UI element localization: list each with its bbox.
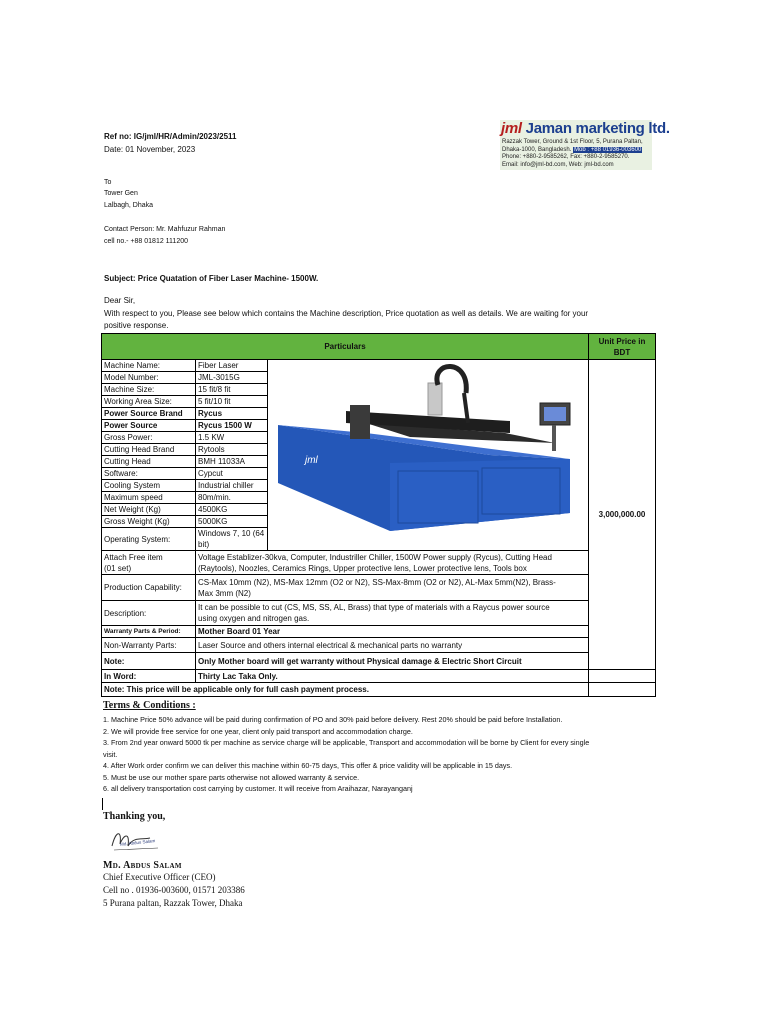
spec-value: Rycus — [196, 408, 268, 420]
machine-logo-text: jml — [305, 455, 318, 466]
company-logo — [500, 120, 670, 170]
unit-price-header: Unit Price in BDT — [589, 334, 656, 360]
cutting-head — [428, 383, 442, 415]
footnote-blank — [589, 683, 656, 697]
unit-price: 3,000,000.00 — [589, 360, 656, 670]
footnote: Note: This price will be applicable only for full cash payment process. — [102, 683, 589, 697]
logo-phone: Phone: +880-2-9585262, Fax: +880-2-9585270. — [502, 154, 630, 160]
spec-label: Cooling System — [102, 480, 196, 492]
warranty-label: Warranty Parts & Period: — [102, 626, 196, 638]
logo-prefix: jml — [501, 120, 522, 137]
nonwarranty-label: Non-Warranty Parts: — [102, 638, 196, 653]
inword-label: In Word: — [102, 670, 196, 683]
term-item: 6. all delivery transportation cost carrying by customer. It will receive from Araihazar, Narayanganj — [103, 784, 413, 793]
spec-label: Maximum speed — [102, 492, 196, 504]
spec-value: Rycus 1500 W — [196, 420, 268, 432]
spec-value: JML-3015G — [196, 372, 268, 384]
recipient-name: Tower Gen — [104, 190, 138, 197]
spec-label: Power Source — [102, 420, 196, 432]
logo-brand-name: Jaman marketing ltd. — [525, 120, 670, 137]
spec-value: 15 fit/8 fit — [196, 384, 268, 396]
warranty-value: Mother Board 01 Year — [196, 626, 589, 638]
contact-cell: cell no.- +88 01812 111200 — [104, 238, 189, 245]
note-label: Note: — [102, 653, 196, 670]
signatory-name: Md. Abdus Salam — [103, 860, 182, 871]
recipient-location: Lalbagh, Dhaka — [104, 202, 154, 209]
spec-value: 80m/min. — [196, 492, 268, 504]
to-label: To — [104, 179, 112, 186]
production-label: Production Capability: — [102, 575, 196, 601]
contact-person: Contact Person: Mr. Mahfuzur Rahman — [104, 226, 226, 233]
control-stand — [552, 425, 556, 451]
spec-label: Cutting Head — [102, 456, 196, 468]
note-value: Only Mother board will get warranty without Physical damage & Electric Short Circuit — [196, 653, 589, 670]
spec-value: Industrial chiller — [196, 480, 268, 492]
intro-line-2: positive response. — [104, 321, 169, 330]
term-item: 1. Machine Price 50% advance will be paid during confirmation of PO and 30% paid before delivery. Rest 20% should be paid before Installation. — [103, 715, 563, 724]
spec-label: Cutting Head Brand — [102, 444, 196, 456]
spec-label: Net Weight (Kg) — [102, 504, 196, 516]
signature-stamp — [106, 826, 166, 858]
control-screen — [544, 407, 566, 421]
fiber-laser-machine-image — [270, 363, 585, 535]
spec-value: Rytools — [196, 444, 268, 456]
signatory-title: Chief Executive Officer (CEO) — [103, 872, 216, 882]
spec-value: 5 fit/10 fit — [196, 396, 268, 408]
signatory-cell: Cell no . 01936-003600, 01571 203386 — [103, 885, 245, 895]
terms-list — [103, 714, 663, 795]
spec-value: Windows 7, 10 (64 bit) — [196, 528, 268, 551]
term-item: 3. From 2nd year onward 5000 tk per machine as service charge will be applicable, Transport and accommodation will be borne by Client for every single — [103, 738, 590, 747]
thanks: Thanking you, — [103, 811, 166, 822]
logo-address-1: Razzak Tower, Ground & 1st Floor, 5, Purana Paltan, — [502, 139, 643, 145]
spec-value: 4500KG — [196, 504, 268, 516]
inword-value: Thirty Lac Taka Only. — [196, 670, 589, 683]
ref-number: Ref no: IG/jml/HR/Admin/2023/2511 — [104, 132, 237, 141]
term-item: 5. Must be use our mother spare parts otherwise not allowed warranty & service. — [103, 772, 360, 782]
logo-mobile: Mob : +88 01936-003600 — [574, 146, 642, 153]
spec-value: BMH 11033A — [196, 456, 268, 468]
particulars-header: Particulars — [102, 334, 589, 360]
production-value: CS-Max 10mm (N2), MS-Max 12mm (O2 or N2), SS-Max-8mm (O2 or N2), AL-Max 5mm(N2), Brass- Max 3mm (N2) — [196, 575, 589, 601]
spec-label: Power Source Brand — [102, 408, 196, 420]
signatory-address: 5 Purana paltan, Razzak Tower, Dhaka — [103, 898, 243, 908]
spec-value: 5000KG — [196, 516, 268, 528]
greeting: Dear Sir, — [104, 296, 136, 305]
attach-label: Attach Free item (01 set) — [102, 551, 196, 575]
term-item: visit. — [103, 749, 118, 759]
spec-label: Model Number: — [102, 372, 196, 384]
attach-value: Voltage Establizer-30kva, Computer, Industriller Chiller, 1500W Power supply (Rycus), Cutting Head (Raytools), Noozles, Ceramics Rings, Upper protective lens, Lower protective lens, Tools box — [196, 551, 589, 575]
spec-label: Software: — [102, 468, 196, 480]
stamp-name: Md. Abdus Salam — [119, 838, 156, 847]
term-item: 2. We will provide free service for one year, client only paid transport and accommodation charge. — [103, 726, 413, 736]
spec-value: 1.5 KW — [196, 432, 268, 444]
terms-title: Terms & Conditions : — [103, 700, 196, 711]
inword-blank — [589, 670, 656, 683]
spec-value: Fiber Laser — [196, 360, 268, 372]
logo-address-2: Dhaka-1000, Bangladesh. — [502, 146, 572, 153]
spec-label: Machine Size: — [102, 384, 196, 396]
cursor-bar — [102, 798, 103, 810]
spec-label: Working Area Size: — [102, 396, 196, 408]
gantry-side — [350, 405, 370, 439]
description-value: It can be possible to cut (CS, MS, SS, AL, Brass) that type of materials with a Raycus power source using oxygen and nitrogen gas. — [196, 601, 589, 626]
logo-email: Email: info@jml-bd.com, Web: jml-bd.com — [502, 161, 614, 168]
term-item: 4. After Work order confirm we can deliver this machine within 60-75 days, This offer & price validity will be applicable in 15 days. — [103, 761, 513, 770]
intro-line-1: With respect to you, Please see below which contains the Machine description, Price quotation as well as details. We are waiting for your — [104, 309, 589, 318]
spec-value: Cypcut — [196, 468, 268, 480]
subject: Subject: Price Quatation of Fiber Laser Machine- 1500W. — [104, 274, 319, 283]
nonwarranty-value: Laser Source and others internal electrical & mechanical parts no warranty — [196, 638, 589, 653]
description-label: Description: — [102, 601, 196, 626]
spec-label: Operating System: — [102, 528, 196, 551]
machine-bed-front — [390, 459, 570, 531]
date: Date: 01 November, 2023 — [104, 145, 196, 154]
spec-label: Machine Name: — [102, 360, 196, 372]
spec-label: Gross Weight (Kg) — [102, 516, 196, 528]
spec-label: Gross Power: — [102, 432, 196, 444]
